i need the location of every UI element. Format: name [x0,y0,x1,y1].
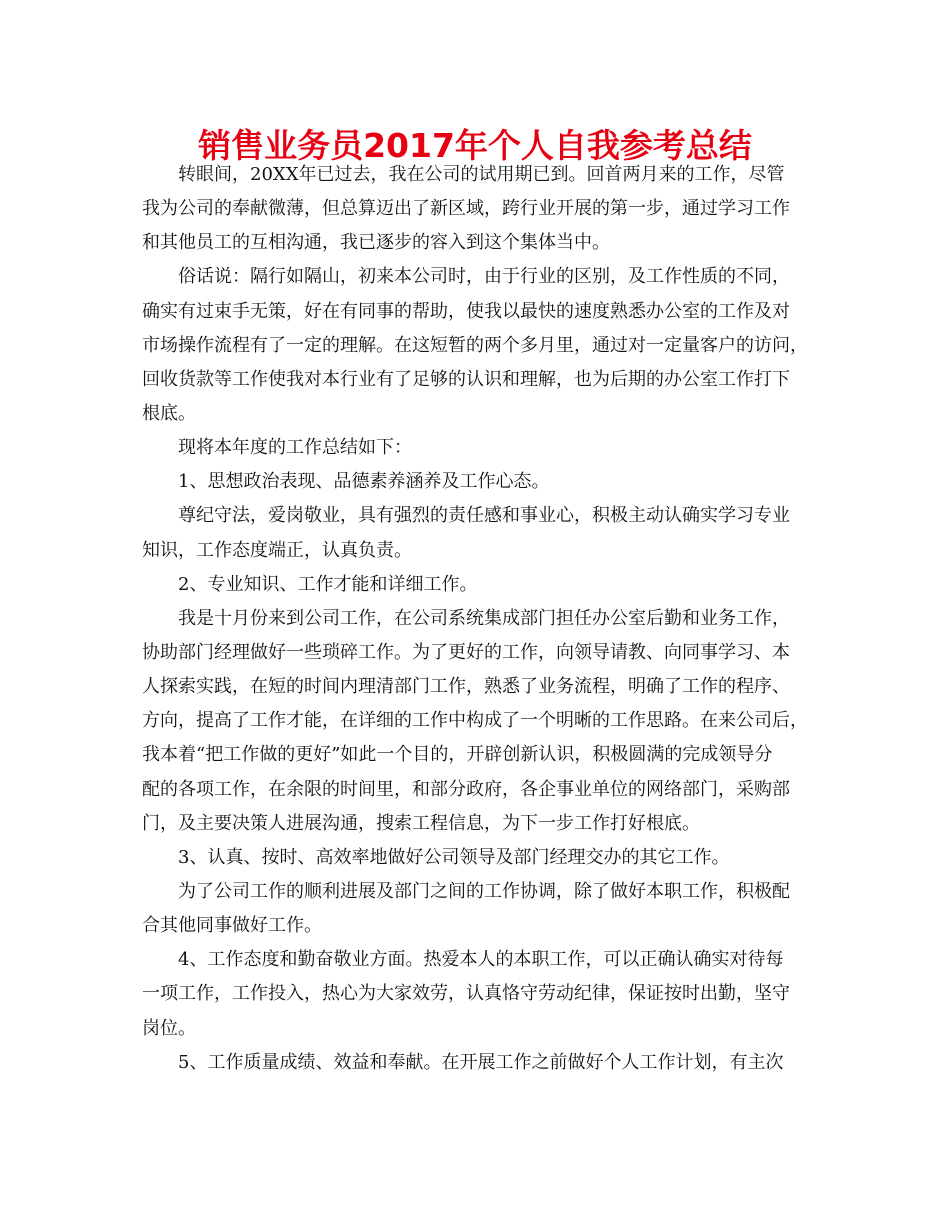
paragraph-line: 为了公司工作的顺利进展及部门之间的工作协调，除了做好本职工作，积极配 [178,880,790,902]
paragraph-line: 转眼间，20XX年已过去，我在公司的试用期已到。回首两月来的工作，尽管 [178,164,785,185]
paragraph-line: 知识，工作态度端正，认真负责。 [142,539,412,561]
paragraph-line: 配的各项工作，在余限的时间里，和部分政府，各企事业单位的网络部门，采购部 [142,778,790,800]
paragraph-line: 市场操作流程有了一定的理解。在这短暂的两个多月里，通过对一定量客户的访问， [142,334,808,356]
paragraph-line: 5、工作质量成绩、效益和奉献。在开展工作之前做好个人工作计划，有主次 [178,1051,784,1073]
document-title: 销售业务员2017年个人自我参考总结 [198,126,752,165]
paragraph-line: 根底。 [142,402,196,424]
paragraph-line: 确实有过束手无策，好在有同事的帮助，使我以最快的速度熟悉办公室的工作及对 [142,300,790,322]
paragraph-line: 人探索实践，在短的时间内理清部门工作，熟悉了业务流程，明确了工作的程序、 [142,676,790,698]
paragraph-line: 我为公司的奉献微薄，但总算迈出了新区域，跨行业开展的第一步，通过学习工作 [142,198,790,220]
document-body [142,158,810,1080]
paragraph-line: 我本着“把工作做的更好”如此一个目的，开辟创新认识，积极圆满的完成领导分 [142,744,773,766]
paragraph-line: 一项工作，工作投入，热心为大家效劳，认真恪守劳动纪律，保证按时出勤，坚守 [142,983,790,1005]
paragraph-line: 合其他同事做好工作。 [142,915,322,937]
paragraph-line: 协助部门经理做好一些琐碎工作。为了更好的工作，向领导请教、向同事学习、本 [142,641,790,663]
section-heading: 1、思想政治表现、品德素养涵养及工作心态。 [178,471,550,493]
paragraph-line: 我是十月份来到公司工作，在公司系统集成部门担任办公室后勤和业务工作， [178,607,790,629]
paragraph-line: 和其他员工的互相沟通，我已逐步的容入到这个集体当中。 [142,232,610,254]
paragraph-line: 门，及主要决策人进展沟通，搜索工程信息，为下一步工作打好根底。 [142,812,700,834]
paragraph-line: 尊纪守法，爱岗敬业，具有强烈的责任感和事业心，积极主动认确实学习专业 [178,505,790,527]
paragraph-line: 回收货款等工作使我对本行业有了足够的认识和理解，也为后期的办公室工作打下 [142,368,790,390]
paragraph-line: 现将本年度的工作总结如下： [178,437,412,459]
section-heading: 2、专业知识、工作才能和详细工作。 [178,573,478,595]
paragraph-line: 方向，提高了工作才能，在详细的工作中构成了一个明晰的工作思路。在来公司后， [142,710,808,732]
paragraph-line: 岗位。 [142,1017,196,1039]
section-heading: 3、认真、按时、高效率地做好公司领导及部门经理交办的其它工作。 [178,846,730,868]
paragraph-line: 俗话说：隔行如隔山，初来本公司时，由于行业的区别，及工作性质的不同， [178,266,790,288]
paragraph-line: 4、工作态度和勤奋敬业方面。热爱本人的本职工作，可以正确认确实对待每 [178,949,784,971]
